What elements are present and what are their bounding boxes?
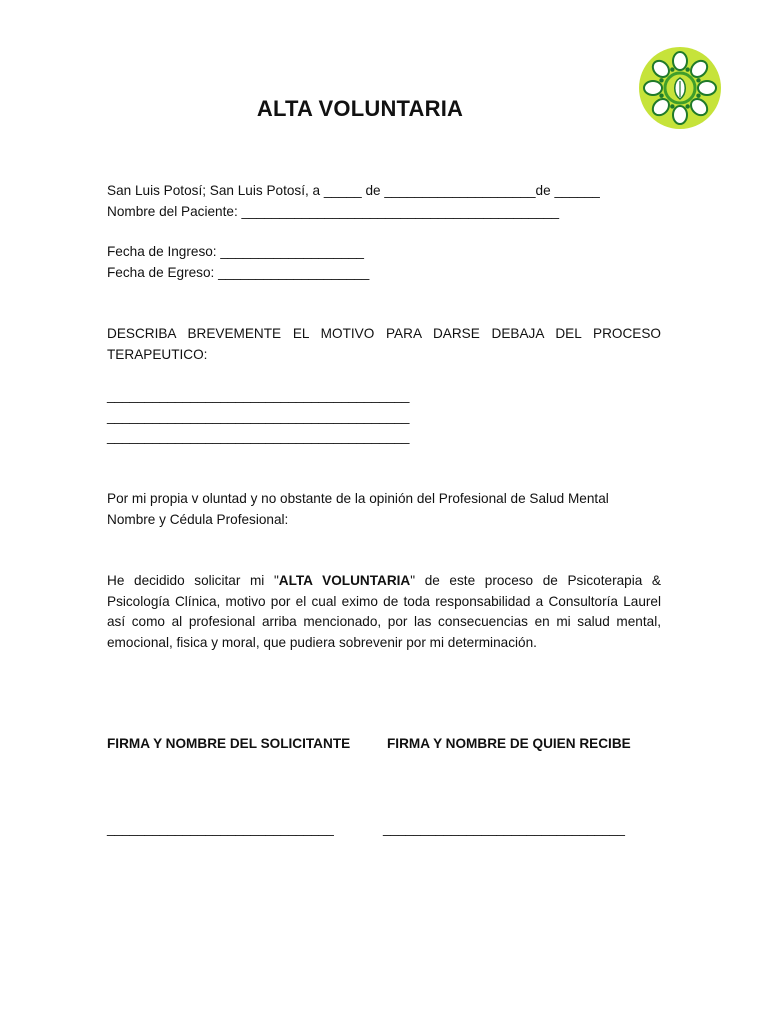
statement-text: He decidido solicitar mi " [107,573,279,588]
statement-paragraph [107,571,661,653]
signature-applicant-line: ______________________________ [107,821,334,836]
signature-receiver-label: FIRMA Y NOMBRE DE QUIEN RECIBE [387,736,631,751]
header-fields [107,181,661,222]
statement-text: " de este proceso de Psicoterapia & Psicología Clínica, motivo por el cual eximo de toda responsabilidad a Consultoría Laurel así como al profesional arriba mencionado, por las consecuencias en mi salud mental, emocional, fisica y moral, que pudiera sobrevenir por mi determinación. [107,573,661,650]
discharge-date-line: Fecha de Egreso: ____________________ [107,264,370,280]
statement-bold-text: ALTA VOLUNTARIA [278,573,411,588]
blank-line: ________________________________________ [107,388,410,403]
page-title: ALTA VOLUNTARIA [256,96,464,121]
blank-line: ________________________________________ [107,408,410,424]
signature-receiver-line: ________________________________ [383,821,625,836]
consent-paragraph [107,489,661,530]
blank-line: ________________________________________ [107,429,410,444]
admission-date-line: Fecha de Ingreso: ___________________ [107,244,364,259]
reason-blank-lines [107,386,661,448]
date-fields [107,242,661,283]
reason-prompt: DESCRIBA BREVEMENTE EL MOTIVO PARA DARSE DEBAJA DEL PROCESO TERAPEUTICO: [107,326,661,362]
patient-name-line: Nombre del Paciente: __________________________________________ [107,203,560,219]
signature-applicant-label: FIRMA Y NOMBRE DEL SOLICITANTE [107,736,351,751]
consent-line: Por mi propia v oluntad y no obstante de la opinión del Profesional de Salud Mental [107,491,609,506]
professional-id-line: Nombre y Cédula Profesional: [107,511,289,527]
place-date-line: San Luis Potosí; San Luis Potosí, a _____ de ____________________de ______ [107,183,600,198]
